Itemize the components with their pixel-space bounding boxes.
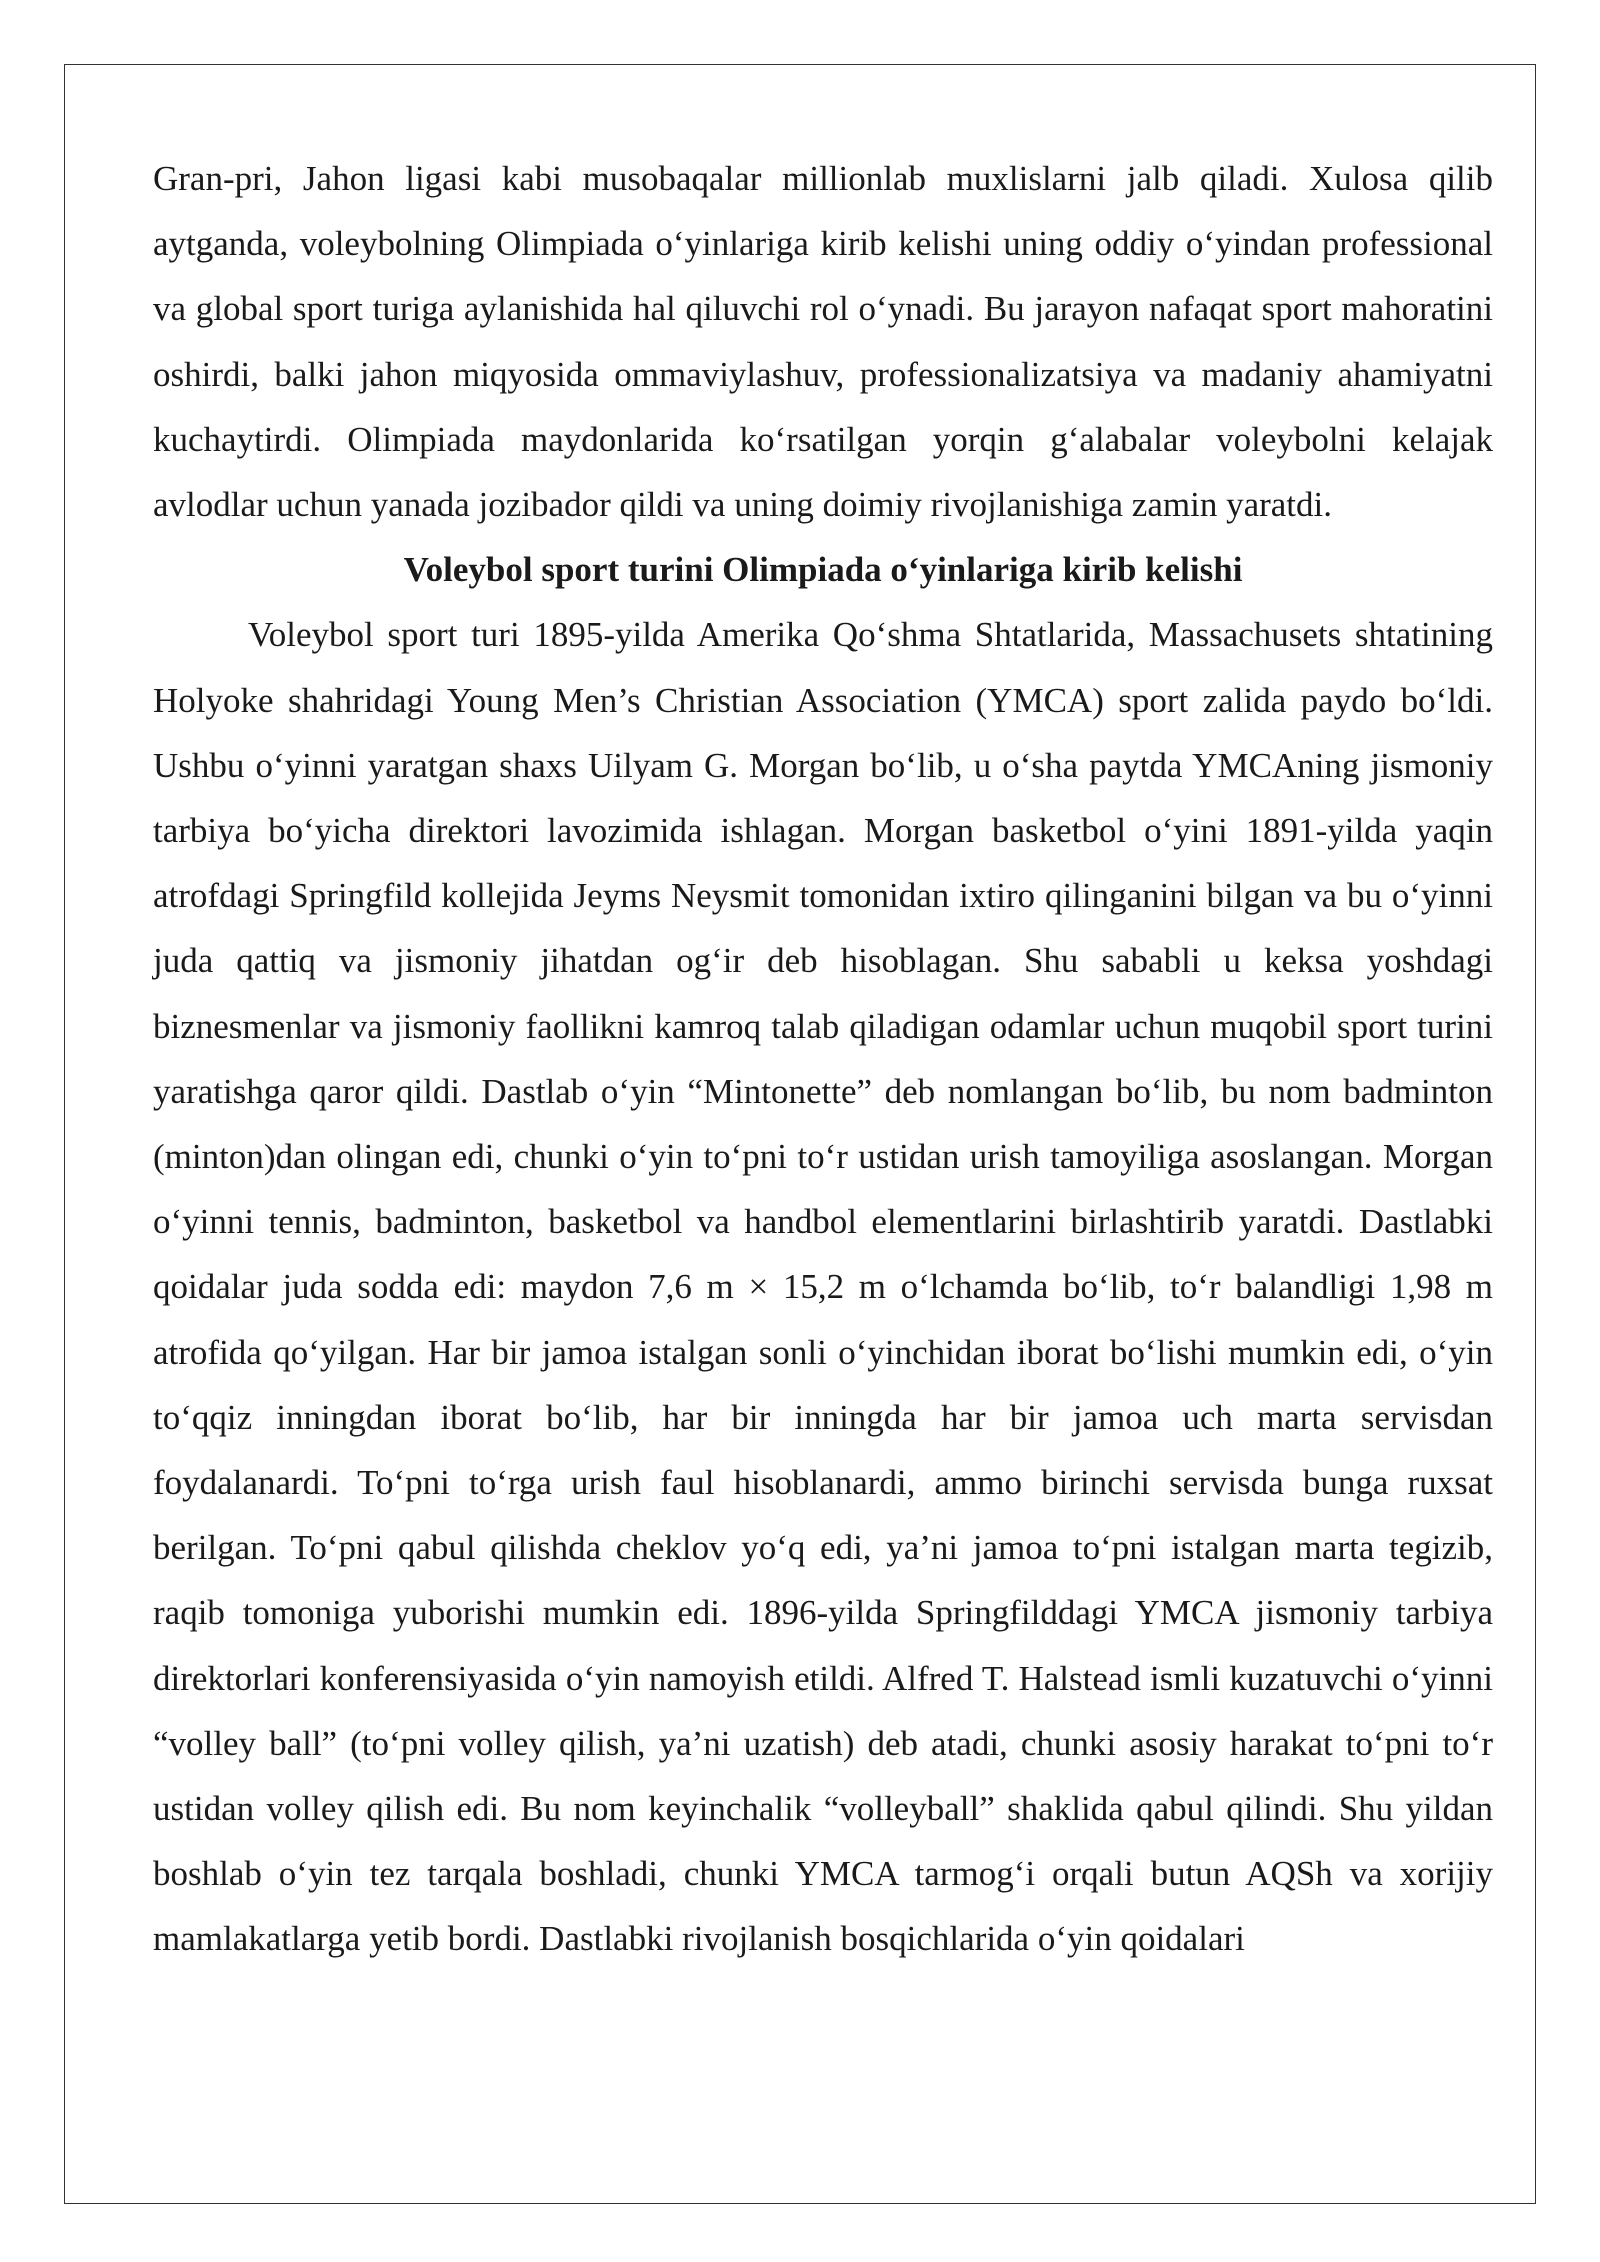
section-paragraph: Voleybol sport turi 1895-yilda Amerika Qo‘shma Shtatlarida, Massachusets shtatining Holyoke shahridagi Young Men’s Christian Association (YMCA) sport zalida paydo bo‘ldi. Ushbu o‘yinni yaratgan shaxs Uilyam G. Morgan bo‘lib, u o‘sha paytda YMCAning jismoniy tarbiya bo‘yicha direktori lavozimida ishlagan. Morgan basketbol o‘yini 1891-yilda yaqin atrofdagi Springfild kollejida Jeyms Neysmit tomonidan ixtiro qilinganini bilgan va bu o‘yinni juda qattiq va jismoniy jihatdan og‘ir deb hisoblagan. Shu sababli u keksa yoshdagi biznesmenlar va jismoniy faollikni kamroq talab qiladigan odamlar uchun muqobil sport turini yaratishga qaror qildi. Dastlab o‘yin “Mintonette” deb nomlangan bo‘lib, bu nom badminton (minton)dan olingan edi, chunki o‘yin to‘pni to‘r ustidan urish tamoyiliga asoslangan. Morgan o‘yinni tennis, badminton, basketbol va handbol elementlarini birlashtirib yaratdi. Dastlabki qoidalar juda sodda edi: maydon 7,6 m × 15,2 m o‘lchamda bo‘lib, to‘r balandligi 1,98 m atrofida qo‘yilgan. Har bir jamoa istalgan sonli o‘yinchidan iborat bo‘lishi mumkin edi, o‘yin to‘qqiz inningdan iborat bo‘lib, har bir inningda har bir jamoa uch marta servisdan foydalanardi. To‘pni to‘rga urish faul hisoblanardi, ammo birinchi servisda bunga ruxsat berilgan. To‘pni qabul qilishda cheklov yo‘q edi, ya’ni jamoa to‘pni istalgan marta tegizib, raqib tomoniga yuborishi mumkin edi. 1896-yilda Springfilddagi YMCA jismoniy tarbiya direktorlari konferensiyasida o‘yin namoyish etildi. Alfred T. Halstead ismli kuzatuvchi o‘yinni “volley ball” (to‘pni volley qilish, ya’ni uzatish) deb atadi, chunki asosiy harakat to‘pni to‘r ustidan volley qilish edi. Bu nom keyinchalik “volleyball” shaklida qabul qilindi. Shu yildan boshlab o‘yin tez tarqala boshladi, chunki YMCA tarmog‘i orqali butun AQSh va xorijiy mamlakatlarga yetib bordi. Dastlabki rivojlanish bosqichlarida o‘yin qoidalari <box>153 615 1493 1959</box>
document-body <box>153 146 1493 1972</box>
paragraph-continuation: Gran-pri, Jahon ligasi kabi musobaqalar millionlab muxlislarni jalb qiladi. Xulosa qilib aytganda, voleybolning Olimpiada o‘yinlariga kirib kelishi uning oddiy o‘yindan professional va global sport turiga aylanishida hal qiluvchi rol o‘ynadi. Bu jarayon nafaqat sport mahoratini oshirdi, balki jahon miqyosida ommaviylashuv, professionalizatsiya va madaniy ahamiyatni kuchaytirdi. Olimpiada maydonlarida ko‘rsatilgan yorqin g‘alabalar voleybolni kelajak avlodlar uchun yanada jozibador qildi va uning doimiy rivojlanishiga zamin yaratdi. <box>153 159 1493 525</box>
section-heading: Voleybol sport turini Olimpiada o‘yinlariga kirib kelishi <box>403 550 1243 590</box>
